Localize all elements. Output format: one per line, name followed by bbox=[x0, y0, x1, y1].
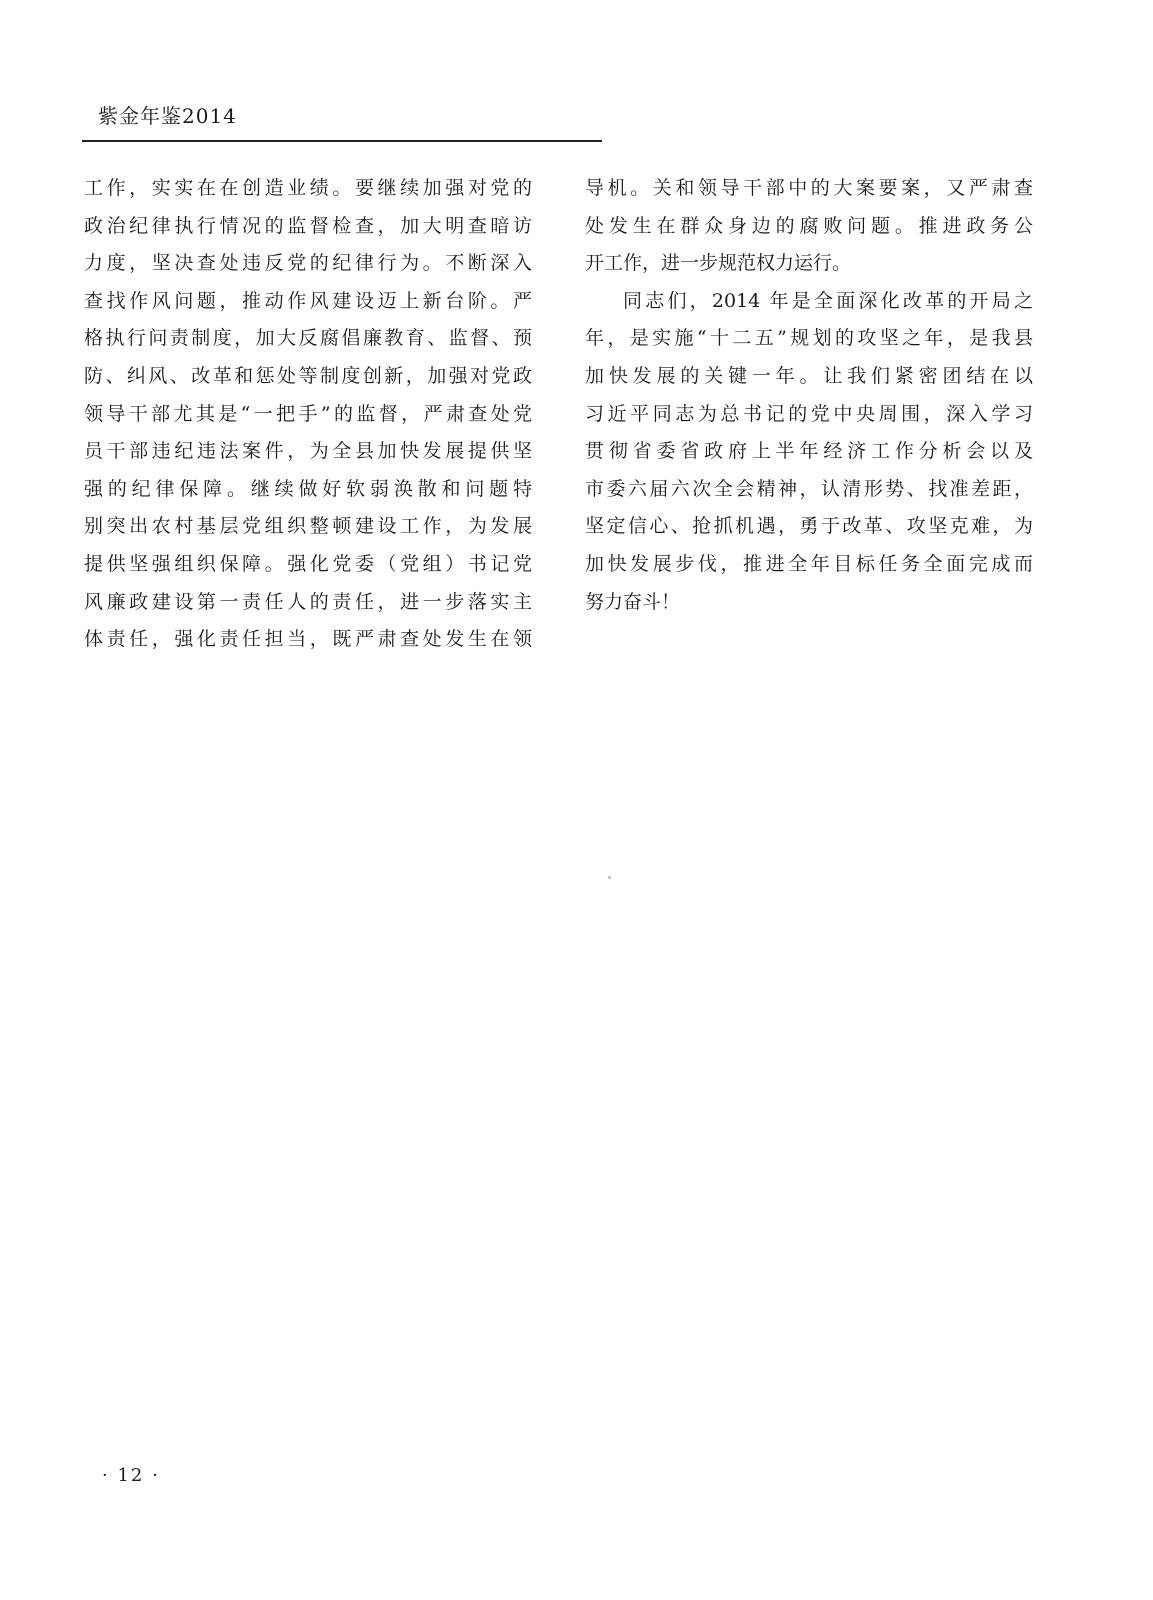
text-line: 贯彻省委省政府上半年经济工作分析会以及 bbox=[585, 440, 1033, 463]
text-line: 强的纪律保障。继续做好软弱涣散和问题特 bbox=[84, 477, 532, 500]
text-line: 处发生在群众身边的腐败问题。推进政务公 bbox=[585, 214, 1033, 237]
text-line: 力度，坚决查处违反党的纪律行为。不断深入 bbox=[84, 252, 532, 275]
text-line: 工作，实实在在创造业绩。要继续加强对党的 bbox=[84, 177, 532, 199]
header-rule bbox=[82, 140, 602, 142]
text-line: 格执行问责制度，加大反腐倡廉教育、监督、预 bbox=[84, 327, 532, 350]
text-line: 别突出农村基层党组织整顿建设工作，为发展 bbox=[84, 515, 532, 538]
text-line: 查找作风问题，推动作风建设迈上新台阶。严 bbox=[84, 289, 532, 312]
text-line: 导机。关和领导干部中的大案要案，又严肃查 bbox=[585, 177, 1033, 199]
text-line: 同志们，2014 年是全面深化改革的开局之 bbox=[623, 289, 1033, 312]
page-number: · 12 · bbox=[102, 1465, 160, 1486]
text-line: 员干部违纪违法案件，为全县加快发展提供坚 bbox=[84, 440, 532, 463]
running-header: 紫金年鉴2014 bbox=[98, 104, 237, 128]
text-line: 提供坚强组织保障。强化党委（党组）书记党 bbox=[84, 552, 532, 575]
text-line: 开工作，进一步规范权力运行。 bbox=[585, 252, 852, 275]
right-column bbox=[585, 170, 1033, 621]
text-line: 体责任，强化责任担当，既严肃查处发生在领 bbox=[84, 628, 532, 651]
text-line: 市委六届六次全会精神，认清形势、找准差距， bbox=[585, 477, 1033, 500]
text-line: 风廉政建设第一责任人的责任，进一步落实主 bbox=[84, 590, 532, 613]
left-column bbox=[84, 170, 532, 659]
text-line: 坚定信心、抢抓机遇，勇于改革、攻坚克难，为 bbox=[585, 515, 1033, 538]
text-line: 加快发展步伐，推进全年目标任务全面完成而 bbox=[585, 552, 1033, 575]
text-line: 领导干部尤其是“一把手”的监督，严肃查处党 bbox=[84, 402, 532, 425]
text-line: 努力奋斗！ bbox=[585, 590, 681, 613]
text-line: 防、纠风、改革和惩处等制度创新，加强对党政 bbox=[84, 364, 532, 387]
text-line: 年，是实施“十二五”规划的攻坚之年，是我县 bbox=[585, 327, 1033, 350]
text-line: 政治纪律执行情况的监督检查，加大明查暗访 bbox=[84, 214, 532, 237]
text-line: 加快发展的关键一年。让我们紧密团结在以 bbox=[585, 364, 1033, 387]
scan-speck bbox=[608, 876, 611, 879]
text-line: 习近平同志为总书记的党中央周围，深入学习 bbox=[585, 402, 1033, 425]
